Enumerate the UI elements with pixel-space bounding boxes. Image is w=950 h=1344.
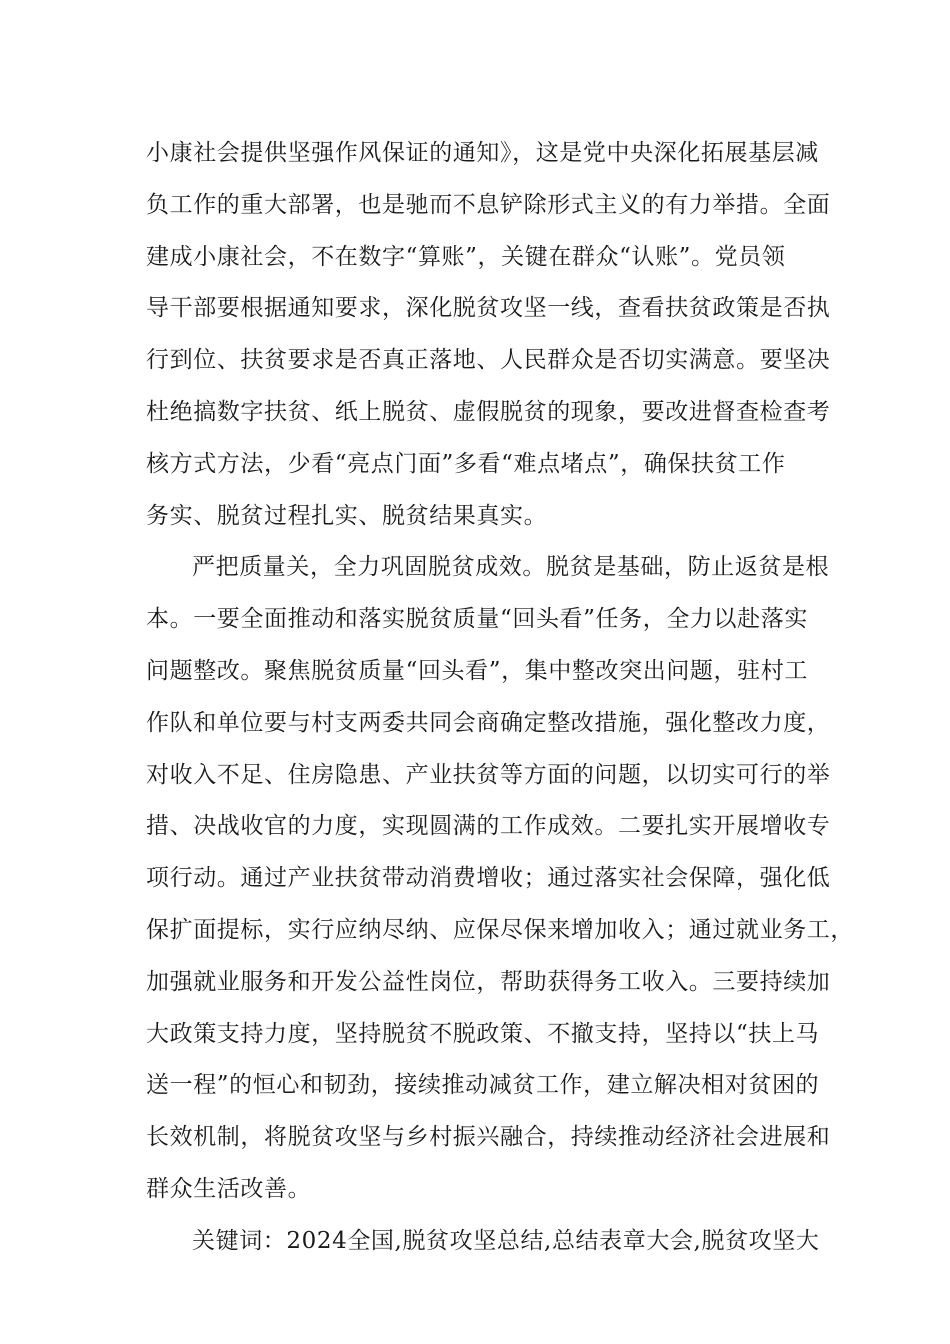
text-line: 保扩面提标，实行应纳尽纳、应保尽保来增加收入；通过就业务工， bbox=[146, 916, 854, 943]
text-line: 大政策支持力度，坚持脱贫不脱政策、不撤支持，坚持以“扶上马 bbox=[146, 1020, 820, 1047]
paragraph-quality bbox=[146, 542, 854, 1215]
text-line: 群众生活改善。 bbox=[146, 1175, 312, 1202]
text-line: 长效机制，将脱贫攻坚与乡村振兴融合，持续推动经济社会进展和 bbox=[146, 1124, 831, 1151]
text-line: 项行动。通过产业扶贫带动消费增收；通过落实社会保障，强化低 bbox=[146, 865, 831, 892]
text-line: 导干部要根据通知要求，深化脱贫攻坚一线，查看扶贫政策是否执 bbox=[146, 295, 831, 322]
document-body bbox=[146, 128, 854, 1268]
text-line: 小康社会提供坚强作风保证的通知》，这是党中央深化拓展基层减 bbox=[146, 140, 819, 166]
text-line: 措、决战收官的力度，实现圆满的工作成效。二要扎实开展增收专 bbox=[146, 813, 831, 840]
text-line: 负工作的重大部署，也是驰而不息铲除形式主义的有力举措。全面 bbox=[146, 191, 831, 218]
text-line: 加强就业服务和开发公益性岗位，帮助获得务工收入。三要持续加 bbox=[146, 968, 831, 995]
text-line: 务实、脱贫过程扎实、脱贫结果真实。 bbox=[146, 502, 548, 529]
text-line: 作队和单位要与村支两委共同会商确定整改措施，强化整改力度， bbox=[146, 709, 831, 736]
keywords-line: 关键词：2024全国,脱贫攻坚总结,总结表章大会,脱贫攻坚大 bbox=[192, 1227, 820, 1254]
text-line: 问题整改。聚焦脱贫质量“回头看”，集中整改突出问题，驻村工 bbox=[146, 657, 808, 684]
text-line: 建成小康社会，不在数字“算账”，关键在群众“认账”。党员领 bbox=[146, 243, 786, 270]
text-line: 核方式方法，少看“亮点门面”多看“难点堵点”，确保扶贫工作 bbox=[146, 450, 786, 477]
paragraph-continued bbox=[146, 128, 831, 542]
text-line: 本。一要全面推动和落实脱贫质量“回头看”任务，全力以赴落实 bbox=[146, 606, 808, 633]
text-line: 行到位、扶贫要求是否真正落地、人民群众是否切实满意。要坚决 bbox=[146, 347, 831, 374]
keywords-paragraph bbox=[146, 1216, 826, 1268]
text-line: 对收入不足、住房隐患、产业扶贫等方面的问题，以切实可行的举 bbox=[146, 761, 831, 788]
text-line: 杜绝搞数字扶贫、纸上脱贫、虚假脱贫的现象，要改进督查检查考 bbox=[146, 398, 831, 425]
text-line: 严把质量关，全力巩固脱贫成效。脱贫是基础，防止返贫是根 bbox=[192, 554, 830, 581]
text-line: 送一程”的恒心和韧劲，接续推动减贫工作，建立解决相对贫困的 bbox=[146, 1072, 820, 1099]
